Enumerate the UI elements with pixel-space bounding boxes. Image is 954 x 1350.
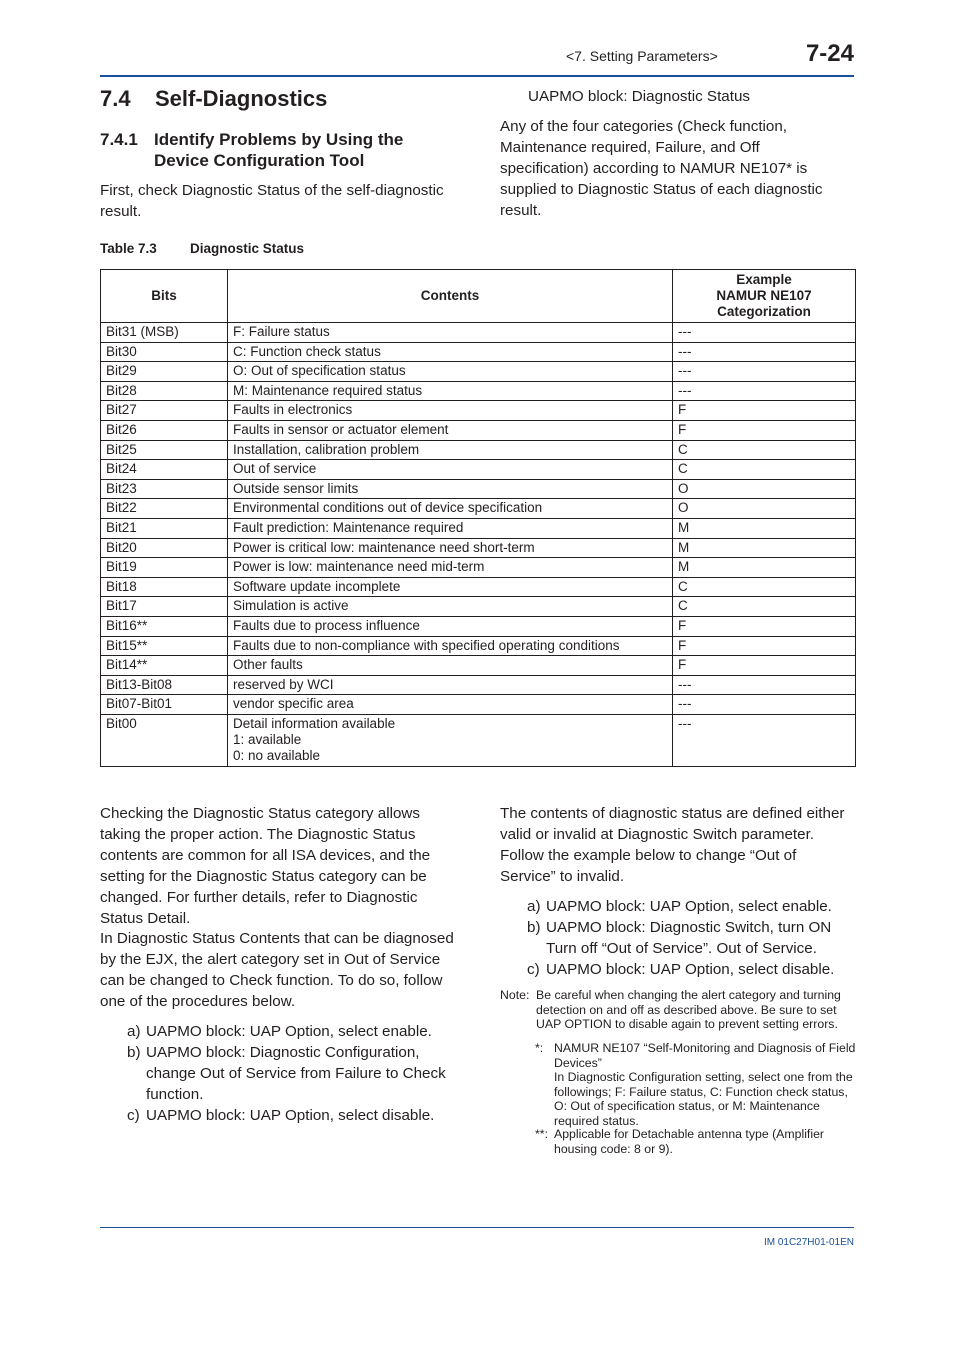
- cell-contents: reserved by WCI: [228, 675, 673, 695]
- cell-bits: Bit28: [101, 381, 228, 401]
- table-body: [101, 323, 856, 767]
- cell-category: F: [673, 636, 856, 656]
- cell-contents: Power is critical low: maintenance need short-term: [228, 538, 673, 558]
- step-text: UAPMO block: UAP Option, select disable.: [546, 961, 835, 978]
- cell-category: ---: [673, 714, 856, 766]
- table-row: [101, 323, 856, 343]
- cell-category: M: [673, 538, 856, 558]
- cell-category: M: [673, 558, 856, 578]
- table-row: [101, 656, 856, 676]
- table-row: [101, 342, 856, 362]
- table-row: [101, 518, 856, 538]
- header-bits: Bits: [101, 270, 228, 323]
- cell-category: F: [673, 616, 856, 636]
- table-caption: [100, 241, 304, 256]
- cell-bits: Bit21: [101, 518, 228, 538]
- step-label: a): [127, 1023, 141, 1040]
- cell-contents: Faults in electronics: [228, 401, 673, 421]
- cell-bits: Bit25: [101, 440, 228, 460]
- footnote-label: **:: [535, 1127, 548, 1141]
- table-row: [101, 675, 856, 695]
- cell-contents: Outside sensor limits: [228, 479, 673, 499]
- step-text: UAPMO block: UAP Option, select disable.: [146, 1107, 435, 1124]
- cell-category: C: [673, 577, 856, 597]
- table-row: [101, 636, 856, 656]
- cell-category: F: [673, 656, 856, 676]
- cell-bits: Bit31 (MSB): [101, 323, 228, 343]
- header-example: [673, 270, 856, 323]
- cell-contents: C: Function check status: [228, 342, 673, 362]
- note-text: Be careful when changing the alert category and turning detection on and off as described above. Be sure to set UAP OPTION to disable again to prevent setting errors.: [536, 988, 841, 1031]
- list-item: [127, 1021, 457, 1042]
- cell-bits: Bit18: [101, 577, 228, 597]
- cell-contents: Environmental conditions out of device specification: [228, 499, 673, 519]
- step-label: a): [527, 898, 541, 915]
- footnote-line1: NAMUR NE107 “Self-Monitoring and Diagnosis of Field Devices”: [554, 1041, 856, 1070]
- cell-contents-line1: Detail information available: [233, 715, 396, 731]
- cell-contents-line3: 0: no available: [233, 747, 321, 763]
- cell-contents: Power is low: maintenance need mid-term: [228, 558, 673, 578]
- right-step-list: [527, 896, 847, 980]
- section-title-text: Self-Diagnostics: [155, 86, 328, 111]
- list-item: [527, 917, 847, 959]
- diagnostic-status-table: [100, 269, 856, 767]
- cell-contents: Software update incomplete: [228, 577, 673, 597]
- cell-contents: F: Failure status: [228, 323, 673, 343]
- cell-bits: Bit20: [101, 538, 228, 558]
- cell-contents: Faults due to non-compliance with specified operating conditions: [228, 636, 673, 656]
- header-rule: [100, 75, 854, 77]
- step-text: UAPMO block: UAP Option, select enable.: [146, 1023, 432, 1040]
- table-row: [101, 362, 856, 382]
- cell-bits: Bit00: [101, 714, 228, 766]
- cell-bits: Bit17: [101, 597, 228, 617]
- table-row: [101, 695, 856, 715]
- uapmo-label: UAPMO block: Diagnostic Status: [528, 88, 750, 105]
- cell-category: ---: [673, 675, 856, 695]
- cell-bits: Bit24: [101, 460, 228, 480]
- cell-bits: Bit16**: [101, 616, 228, 636]
- left-paragraph-1: Checking the Diagnostic Status category allows taking the proper action. The Diagnostic Status contents are common for all ISA devices, and the setting for the Diagnostic Status category can be changed. For further details, refer to Diagnostic Status Detail.: [100, 805, 431, 927]
- note: [500, 988, 856, 1032]
- step-label: c): [527, 961, 540, 978]
- table-row: [101, 538, 856, 558]
- cell-category: C: [673, 597, 856, 617]
- cell-contents: Faults in sensor or actuator element: [228, 420, 673, 440]
- cell-bits: Bit14**: [101, 656, 228, 676]
- cell-contents: vendor specific area: [228, 695, 673, 715]
- section-number: 7.4: [100, 86, 131, 111]
- footer-rule: [100, 1227, 854, 1228]
- table-row: [101, 381, 856, 401]
- cell-category: ---: [673, 381, 856, 401]
- cell-bits: Bit22: [101, 499, 228, 519]
- list-item: [127, 1105, 457, 1126]
- cell-category: ---: [673, 342, 856, 362]
- intro-paragraph: First, check Diagnostic Status of the self-diagnostic result.: [100, 182, 444, 220]
- subsection-number: 7.4.1: [100, 130, 138, 149]
- header-contents: Contents: [228, 270, 673, 323]
- cell-category: C: [673, 440, 856, 460]
- cell-contents: [228, 714, 673, 766]
- cell-bits: Bit15**: [101, 636, 228, 656]
- cell-contents: Simulation is active: [228, 597, 673, 617]
- table-row: [101, 440, 856, 460]
- table-row: [101, 558, 856, 578]
- right-paragraph: The contents of diagnostic status are defined either valid or invalid at Diagnostic Switch parameter. Follow the example below to change “Out of Service” to invalid.: [500, 805, 845, 885]
- document-code: IM 01C27H01-01EN: [763, 1237, 854, 1248]
- left-paragraph-2: In Diagnostic Status Contents that can be diagnosed by the EJX, the alert category set in Out of Service can be changed to Check function. To do so, follow one of the procedures below.: [100, 930, 454, 1010]
- table-row: [101, 420, 856, 440]
- cell-bits: Bit07-Bit01: [101, 695, 228, 715]
- footnote-text: Applicable for Detachable antenna type (Amplifier housing code: 8 or 9).: [554, 1127, 825, 1156]
- table-title: Diagnostic Status: [190, 241, 305, 256]
- cell-contents: Fault prediction: Maintenance required: [228, 518, 673, 538]
- table-number: Table 7.3: [100, 241, 157, 256]
- header-example-line3: Categorization: [717, 304, 811, 319]
- table-row: [101, 714, 856, 766]
- table-header-row: [101, 270, 856, 323]
- cell-bits: Bit26: [101, 420, 228, 440]
- cell-category: M: [673, 518, 856, 538]
- namur-paragraph: Any of the four categories (Check function, Maintenance required, Failure, and Off specification) according to NAMUR NE107* is supplied to Diagnostic Status of each diagnostic result.: [500, 118, 823, 219]
- table-row: [101, 616, 856, 636]
- footnote-antenna: [535, 1127, 857, 1156]
- cell-contents-line2: 1: available: [233, 731, 302, 747]
- footnote-label: *:: [535, 1041, 544, 1055]
- step-text: UAPMO block: Diagnostic Configuration, change Out of Service from Failure to Check function.: [146, 1044, 446, 1103]
- cell-category: F: [673, 420, 856, 440]
- cell-contents: Other faults: [228, 656, 673, 676]
- cell-category: ---: [673, 323, 856, 343]
- page-number: 7-24: [805, 40, 854, 67]
- cell-contents: O: Out of specification status: [228, 362, 673, 382]
- step-label: b): [527, 919, 541, 936]
- table-row: [101, 499, 856, 519]
- left-step-list: [127, 1021, 457, 1126]
- cell-category: ---: [673, 362, 856, 382]
- list-item: [527, 959, 847, 980]
- step-text: UAPMO block: Diagnostic Switch, turn ON Turn off “Out of Service”. Out of Service.: [546, 919, 832, 957]
- table-row: [101, 401, 856, 421]
- footnote-namur: [535, 1041, 857, 1128]
- cell-bits: Bit23: [101, 479, 228, 499]
- section-title: [100, 86, 327, 112]
- step-text: UAPMO block: UAP Option, select enable.: [546, 898, 832, 915]
- subsection-title-text: Identify Problems by Using the Device Configuration Tool: [154, 130, 404, 170]
- cell-contents: Faults due to process influence: [228, 616, 673, 636]
- cell-bits: Bit13-Bit08: [101, 675, 228, 695]
- cell-category: O: [673, 499, 856, 519]
- cell-category: F: [673, 401, 856, 421]
- note-label: Note:: [500, 988, 530, 1002]
- running-header: <7. Setting Parameters>: [566, 48, 718, 64]
- step-label: c): [127, 1107, 140, 1124]
- cell-contents: Out of service: [228, 460, 673, 480]
- list-item: [127, 1042, 457, 1105]
- table-row: [101, 460, 856, 480]
- header-example-line1: Example: [736, 272, 792, 287]
- cell-category: ---: [673, 695, 856, 715]
- header-example-line2: NAMUR NE107: [716, 288, 812, 303]
- cell-category: C: [673, 460, 856, 480]
- table-row: [101, 577, 856, 597]
- cell-bits: Bit19: [101, 558, 228, 578]
- cell-bits: Bit29: [101, 362, 228, 382]
- list-item: [527, 896, 847, 917]
- cell-bits: Bit27: [101, 401, 228, 421]
- footnote-line2: In Diagnostic Configuration setting, select one from the followings; F: Failure status, C: Function check status, O: Out of specification status, or M: Maintenance required status.: [554, 1070, 853, 1128]
- table-row: [101, 479, 856, 499]
- table-row: [101, 597, 856, 617]
- cell-category: O: [673, 479, 856, 499]
- cell-contents: M: Maintenance required status: [228, 381, 673, 401]
- step-label: b): [127, 1044, 141, 1061]
- cell-contents: Installation, calibration problem: [228, 440, 673, 460]
- cell-bits: Bit30: [101, 342, 228, 362]
